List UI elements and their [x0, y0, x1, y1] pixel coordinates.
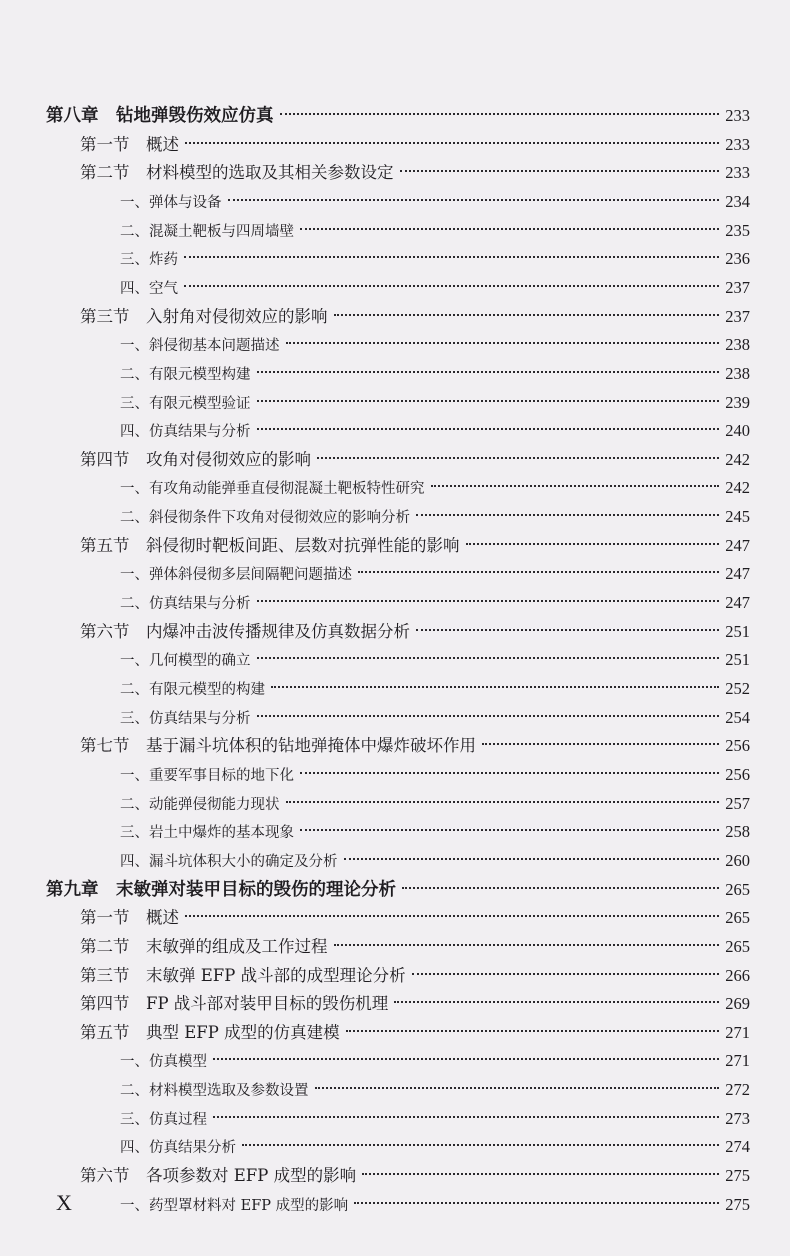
dot-leader: [242, 1143, 719, 1146]
toc-entry-page-number: 237: [725, 306, 750, 326]
toc-entry-sub: [0, 790, 750, 818]
toc-entry-title: 四、仿真结果分析: [120, 1140, 236, 1157]
toc-entry-page-number: 266: [725, 965, 750, 985]
toc-entry-page-number: 242: [725, 478, 750, 498]
toc-entry-title: 第六节 内爆冲击波传播规律及仿真数据分析: [80, 621, 410, 641]
toc-entry-title: 第二节 材料模型的选取及其相关参数设定: [80, 163, 394, 183]
toc-entry-page-number: 269: [725, 994, 750, 1014]
toc-entry-section: [0, 904, 750, 932]
toc-entry-title: 一、几何模型的确立: [120, 653, 251, 670]
dot-leader: [412, 972, 720, 975]
toc-entry-page-number: 233: [725, 106, 750, 125]
toc-entry-page-number: 258: [725, 822, 750, 842]
toc-entry-title: 四、漏斗坑体积大小的确定及分析: [120, 853, 338, 870]
toc-entry-title: 一、弹体斜侵彻多层间隔靶问题描述: [120, 567, 352, 584]
toc-entry-title: 第一节 概述: [80, 134, 179, 154]
toc-entry-page-number: 242: [725, 449, 750, 469]
dot-leader: [354, 1201, 719, 1204]
dot-leader: [184, 255, 719, 258]
toc-entry-sub: [0, 675, 750, 703]
toc-entry-title: 四、空气: [120, 280, 178, 297]
dot-leader: [394, 1000, 719, 1003]
dot-leader: [213, 1115, 719, 1118]
toc-entry-page-number: 256: [725, 764, 750, 784]
toc-entry-section: [0, 732, 750, 760]
dot-leader: [185, 914, 719, 917]
toc-entry-title: 一、药型罩材料对 EFP 成型的影响: [120, 1197, 349, 1214]
toc-entry-title: 一、弹体与设备: [120, 194, 222, 211]
toc-entry-title: 三、仿真过程: [120, 1111, 207, 1128]
toc-entry-page-number: 256: [725, 736, 750, 756]
toc-entry-page-number: 272: [725, 1080, 750, 1100]
toc-entry-page-number: 265: [725, 908, 750, 928]
toc-entry-sub: [0, 188, 750, 216]
toc-entry-page-number: 233: [725, 163, 750, 183]
toc-entry-page-number: 273: [725, 1108, 750, 1128]
toc-entry-page-number: 254: [725, 707, 750, 727]
toc-entry-section: [0, 446, 750, 474]
toc-entry-section: [0, 131, 750, 159]
dot-leader: [416, 628, 719, 631]
dot-leader: [300, 227, 719, 230]
toc-entry-title: 二、有限元模型构建: [120, 366, 251, 383]
toc-entry-title: 第三节 末敏弹 EFP 战斗部的成型理论分析: [80, 965, 406, 985]
toc-entry-page-number: 247: [725, 593, 750, 613]
dot-leader: [257, 714, 720, 717]
dot-leader: [315, 1086, 720, 1089]
toc-entry-page-number: 275: [725, 1166, 750, 1186]
toc-entry-sub: [0, 1191, 750, 1219]
dot-leader: [416, 513, 719, 516]
dot-leader: [184, 284, 719, 287]
toc-entry-title: 三、仿真结果与分析: [120, 710, 251, 727]
toc-entry-title: 第九章 末敏弹对装甲目标的毁伤的理论分析: [46, 879, 396, 900]
dot-leader: [185, 141, 719, 144]
toc-entry-page-number: 252: [725, 679, 750, 698]
toc-entry-title: 一、仿真模型: [120, 1054, 207, 1071]
dot-leader: [228, 198, 720, 201]
toc-entry-title: 二、混凝土靶板与四周墙壁: [120, 223, 294, 240]
toc-entry-title: 一、重要军事目标的地下化: [120, 767, 294, 784]
toc-entry-title: 三、有限元模型验证: [120, 395, 251, 412]
toc-entry-sub: [0, 503, 750, 531]
toc-entry-page-number: 271: [725, 1022, 750, 1042]
toc-entry-title: 第五节 斜侵彻时靶板间距、层数对抗弹性能的影响: [80, 535, 460, 555]
dot-leader: [271, 685, 719, 688]
toc-entry-title: 三、炸药: [120, 252, 178, 269]
page-folio: X: [56, 1190, 72, 1215]
toc-entry-title: 第四节 FP 战斗部对装甲目标的毁伤机理: [80, 994, 389, 1014]
dot-leader: [257, 599, 720, 602]
dot-leader: [257, 656, 720, 659]
dot-leader: [334, 943, 720, 946]
toc-entry-page-number: 237: [725, 277, 750, 297]
toc-entry-page-number: 239: [725, 392, 750, 412]
dot-leader: [257, 370, 720, 373]
toc-entry-title: 二、有限元模型的构建: [120, 682, 265, 698]
toc-entry-chapter: [0, 102, 750, 130]
toc-entry-page-number: 274: [725, 1137, 750, 1157]
toc-entry-page-number: 233: [725, 134, 750, 154]
toc-entry-title: 第三节 入射角对侵彻效应的影响: [80, 306, 328, 326]
toc-entry-sub: [0, 646, 750, 674]
toc-entry-sub: [0, 245, 750, 273]
dot-leader: [213, 1057, 719, 1060]
dot-leader: [334, 313, 720, 316]
dot-leader: [344, 857, 720, 860]
toc-entry-sub: [0, 1047, 750, 1075]
toc-entry-page-number: 234: [725, 191, 750, 211]
toc-entry-page-number: 247: [725, 535, 750, 555]
dot-leader: [466, 542, 720, 545]
dot-leader: [400, 169, 720, 172]
toc-entry-title: 二、材料模型选取及参数设置: [120, 1083, 309, 1100]
toc-entry-title: 一、有攻角动能弹垂直侵彻混凝土靶板特性研究: [120, 481, 425, 498]
toc-entry-page-number: 236: [725, 249, 750, 269]
toc-entry-title: 第一节 概述: [80, 908, 179, 928]
dot-leader: [482, 742, 719, 745]
toc-entry-page-number: 260: [725, 850, 750, 870]
toc-entry-section: [0, 303, 750, 331]
dot-leader: [286, 800, 720, 803]
toc-entry-sub: [0, 818, 750, 846]
toc-entry-section: [0, 532, 750, 560]
toc-entry-chapter: [0, 876, 750, 904]
toc-entry-sub: [0, 417, 750, 445]
toc-entry-section: [0, 1019, 750, 1047]
toc-entry-sub: [0, 761, 750, 789]
toc-entry-sub: [0, 389, 750, 417]
toc-entry-section: [0, 962, 750, 990]
dot-leader: [300, 828, 719, 831]
toc-entry-title: 第五节 典型 EFP 成型的仿真建模: [80, 1022, 340, 1042]
toc-entry-section: [0, 1162, 750, 1190]
dot-leader: [431, 484, 720, 487]
toc-entry-sub: [0, 331, 750, 359]
toc-entry-page-number: 238: [725, 335, 750, 355]
toc-entry-page-number: 247: [725, 564, 750, 584]
dot-leader: [286, 341, 720, 344]
dot-leader: [402, 886, 719, 889]
dot-leader: [317, 456, 719, 459]
toc-entry-page-number: 251: [725, 621, 750, 641]
toc-entry-page-number: 265: [725, 879, 750, 899]
toc-entry-sub: [0, 704, 750, 732]
toc-entry-page-number: 245: [725, 507, 750, 527]
toc-entry-page-number: 271: [725, 1051, 750, 1071]
toc-entry-section: [0, 990, 750, 1018]
dot-leader: [280, 112, 720, 115]
toc-entry-sub: [0, 274, 750, 302]
toc-entry-page-number: 275: [725, 1194, 750, 1214]
toc-entry-sub: [0, 474, 750, 502]
dot-leader: [257, 399, 720, 402]
toc-entry-title: 四、仿真结果与分析: [120, 424, 251, 441]
toc-entry-page-number: 235: [725, 220, 750, 240]
toc-entry-title: 二、仿真结果与分析: [120, 596, 251, 613]
toc-entry-title: 二、斜侵彻条件下攻角对侵彻效应的影响分析: [120, 510, 410, 527]
toc-entry-title: 第四节 攻角对侵彻效应的影响: [80, 449, 311, 469]
toc-entry-sub: [0, 360, 750, 388]
toc-entry-title: 二、动能弹侵彻能力现状: [120, 796, 280, 813]
dot-leader: [358, 570, 719, 573]
toc-entry-page-number: 238: [725, 363, 750, 383]
toc-entry-title: 第七节 基于漏斗坑体积的钻地弹掩体中爆炸破坏作用: [80, 736, 476, 756]
dot-leader: [346, 1029, 720, 1032]
dot-leader: [257, 427, 720, 430]
toc-entry-title: 第六节 各项参数对 EFP 成型的影响: [80, 1166, 357, 1186]
toc-entry-section: [0, 618, 750, 646]
toc-entry-sub: [0, 560, 750, 588]
toc-entry-sub: [0, 217, 750, 245]
toc-entry-sub: [0, 847, 750, 875]
toc-entry-title: 三、岩土中爆炸的基本现象: [120, 825, 294, 842]
toc-entry-sub: [0, 589, 750, 617]
toc-entry-page-number: 251: [725, 650, 750, 670]
toc-entry-page-number: 257: [725, 793, 750, 813]
toc-entry-title: 第八章 钻地弹毁伤效应仿真: [46, 106, 274, 126]
toc-entry-sub: [0, 1133, 750, 1161]
toc-entry-section: [0, 159, 750, 187]
toc-entry-title: 一、斜侵彻基本问题描述: [120, 338, 280, 355]
dot-leader: [362, 1172, 719, 1175]
dot-leader: [300, 771, 719, 774]
toc-entry-sub: [0, 1105, 750, 1133]
toc-entry-page-number: 240: [725, 421, 750, 441]
toc-entry-sub: [0, 1076, 750, 1104]
toc-entry-title: 第二节 末敏弹的组成及工作过程: [80, 936, 328, 956]
toc-entry-section: [0, 933, 750, 961]
toc-entry-page-number: 265: [725, 936, 750, 956]
